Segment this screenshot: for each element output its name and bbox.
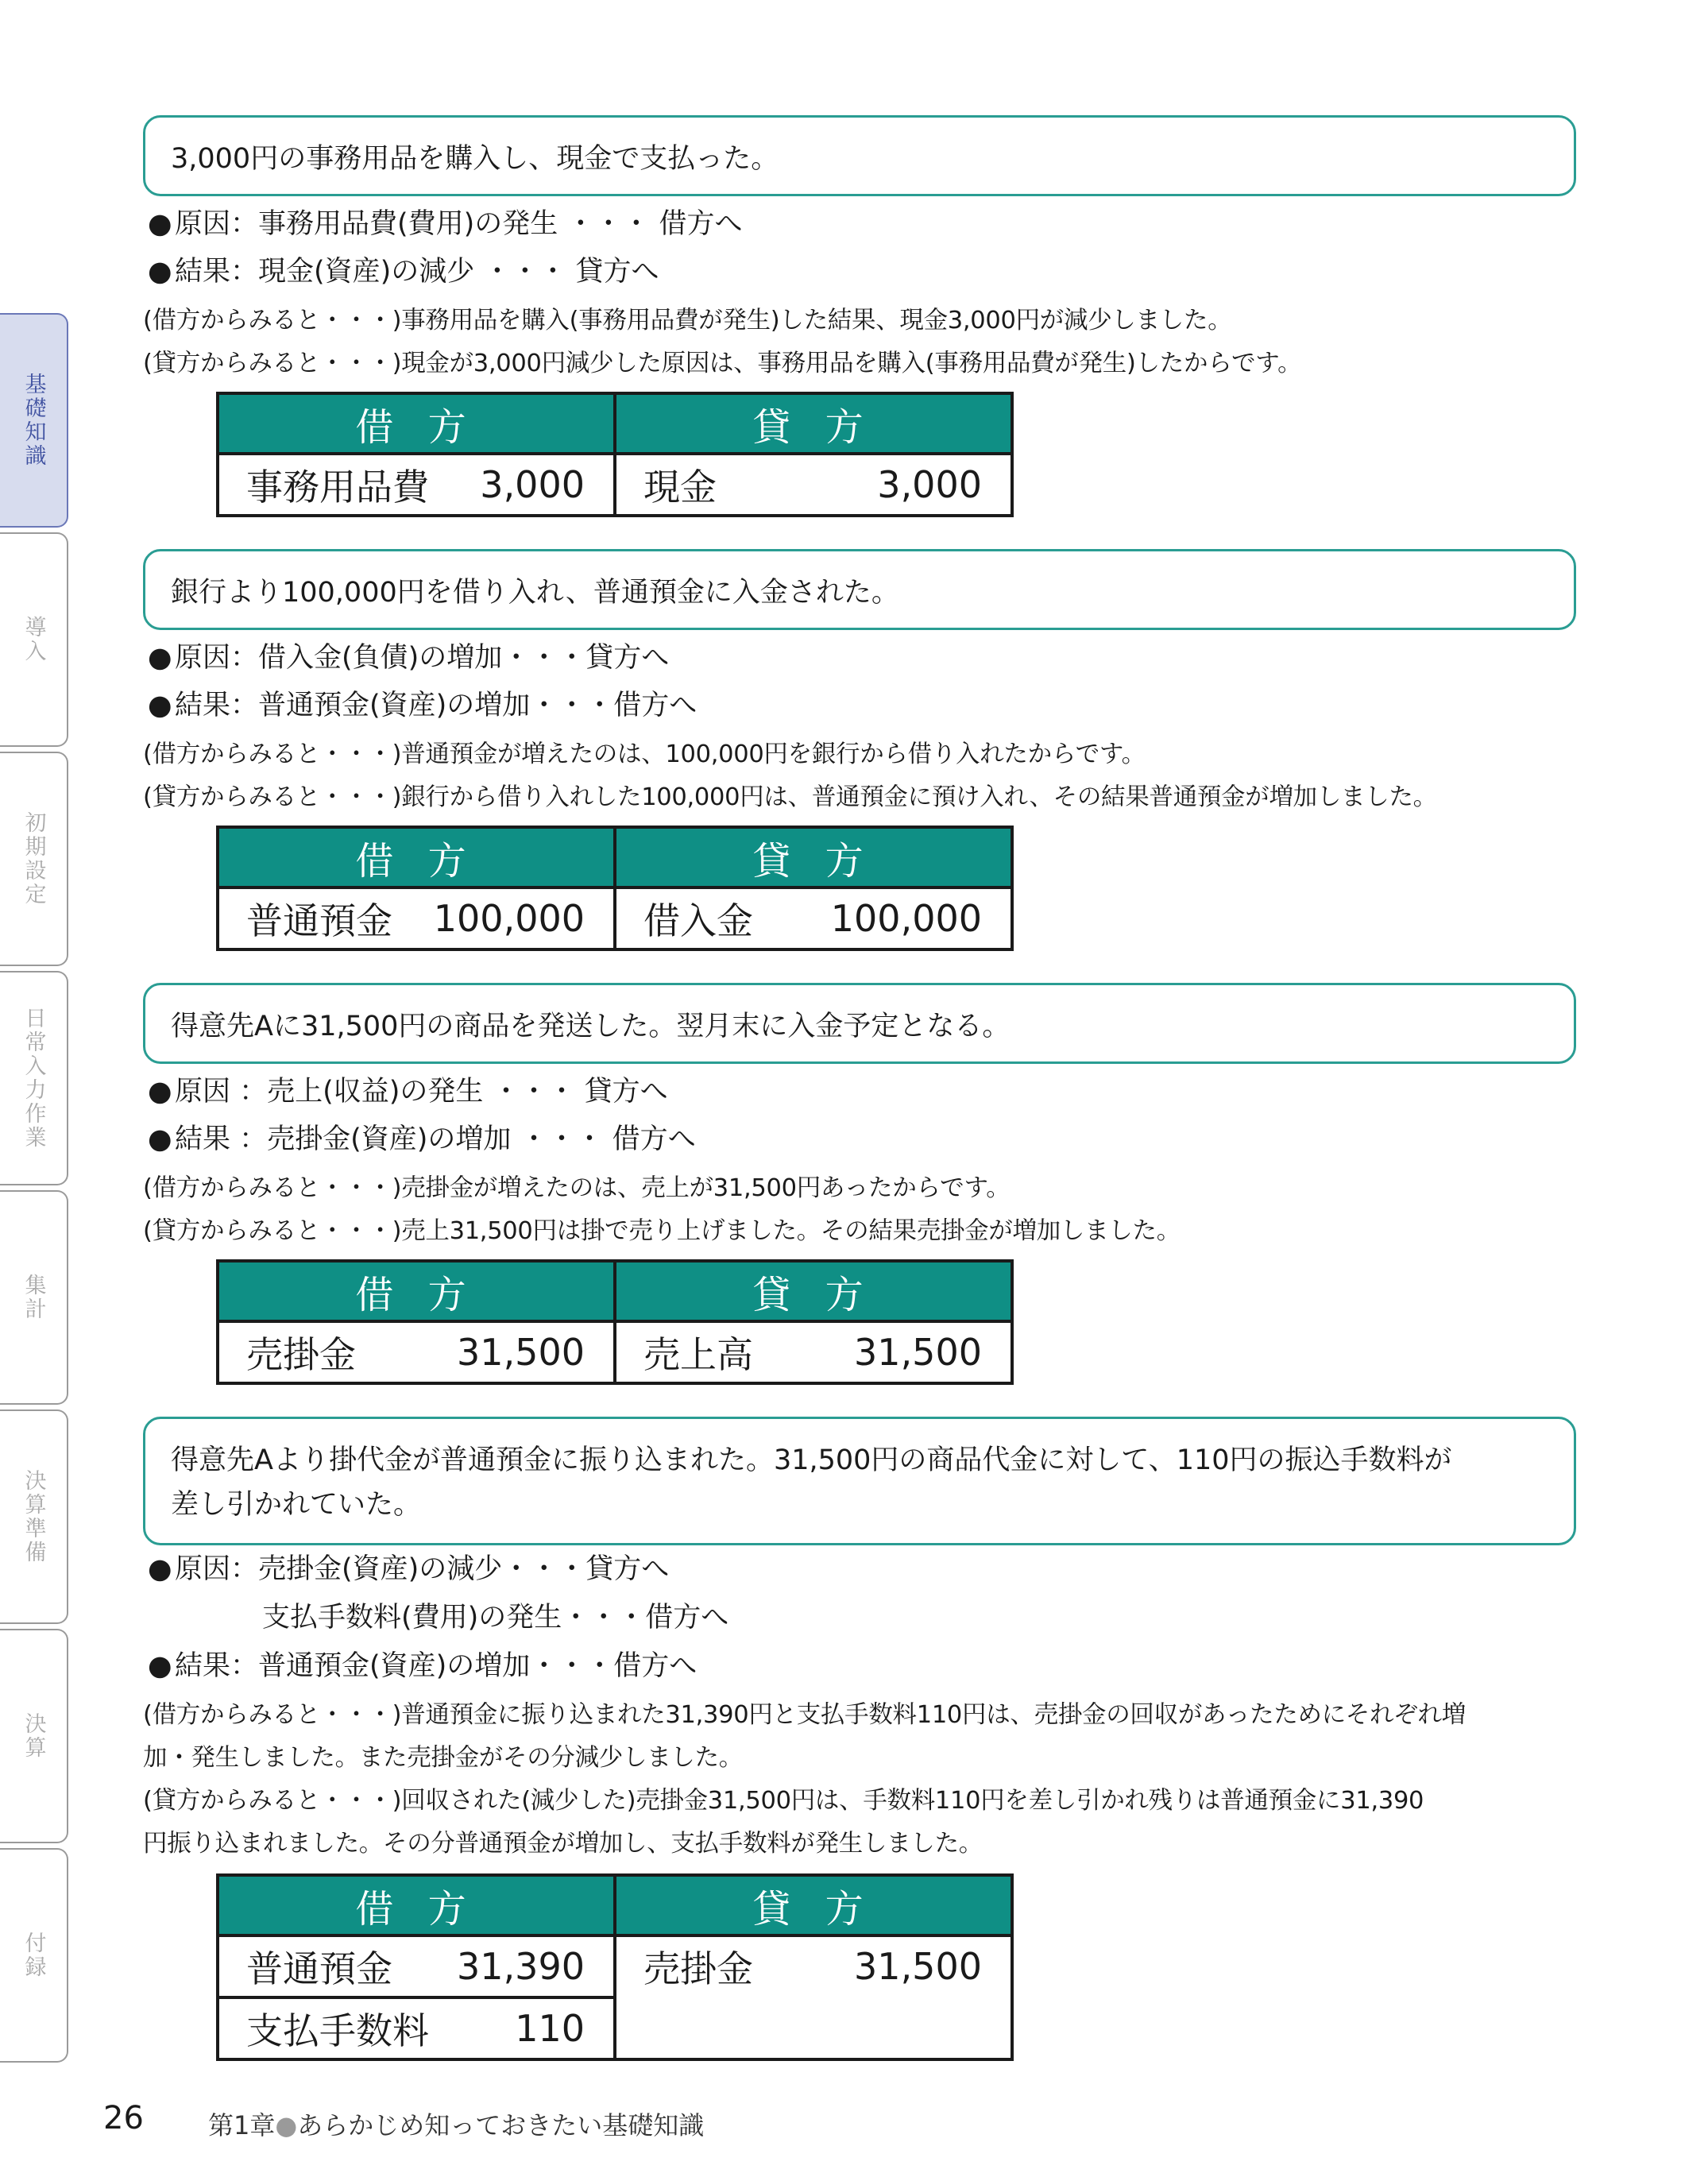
bullet-icon: ● [148,256,172,288]
account-name: 売掛金 [643,1947,753,1990]
journal-header-row [219,1877,1011,1937]
debit-header: 借 方 [355,1886,477,1931]
bullet-icon: ● [148,1650,172,1682]
amount: 100,000 [433,897,585,940]
explanation-line: (貸方からみると・・・)売上31,500円は掛で売り上げました。その結果売掛金が増加しました。 [143,1217,1181,1245]
bullet-icon: ● [148,642,172,674]
side-tab-appendix[interactable] [0,1848,68,2063]
chapter-dot-icon: ● [275,2110,298,2140]
bullet-icon: ● [148,1123,172,1155]
amount: 100,000 [830,897,982,940]
side-tab-closing-prep[interactable] [0,1409,68,1624]
side-tab-label: 決算 [21,1712,46,1760]
result-text: 結果 ：売掛金(資産)の増加 ・・・ 借方へ [175,1123,696,1155]
credit-column [613,889,1011,948]
credit-header: 貸 方 [613,395,1011,452]
scenario-box [143,549,1576,630]
debit-column [219,455,613,514]
debit-header: 借 方 [355,404,477,450]
explanation-line: 円振り込まれました。その分普通預金が増加し、支払手数料が発生しました。 [143,1830,983,1858]
journal-header-row [219,395,1011,455]
credit-entry [616,455,1011,514]
result-text: 結果：現金(資産)の減少 ・・・ 貸方へ [175,256,659,288]
amount: 3,000 [877,463,982,506]
result-text: 結果：普通預金(資産)の増加・・・借方へ [175,1650,697,1682]
side-tab-label: 初期設定 [21,811,46,907]
account-name: 借入金 [643,899,753,942]
explanation-line: (借方からみると・・・)普通預金に振り込まれた31,390円と支払手数料110円は、売掛金の回収があったためにそれぞれ増 [143,1701,1466,1729]
cause-text: 原因：売掛金(資産)の減少・・・貸方へ [175,1553,670,1585]
side-tab-closing[interactable] [0,1629,68,1843]
bullet-icon: ● [148,1553,172,1585]
scenario-text: 得意先Aに31,500円の商品を発送した。翌月末に入金予定となる。 [171,1011,1011,1042]
scenario-box [143,1417,1576,1545]
amount: 31,500 [457,1331,585,1374]
side-tab-daily-entry[interactable] [0,971,68,1185]
account-name: 普通預金 [246,899,392,942]
credit-column [613,455,1011,514]
side-tab-basics[interactable] [0,313,68,528]
explanation-line: (借方からみると・・・)事務用品を購入(事務用品費が発生)した結果、現金3,000円が減少しました。 [143,307,1232,334]
explanation-line: (貸方からみると・・・)回収された(減少した)売掛金31,500円は、手数料110円を差し引かれ残りは普通預金に31,390 [143,1787,1424,1815]
debit-header: 借 方 [355,1272,477,1317]
amount: 31,500 [854,1945,982,1988]
side-tab-label: 決算準備 [21,1469,46,1564]
side-tab-setup[interactable] [0,752,68,966]
page-number: 26 [103,2100,144,2136]
chapter-title: あらかじめ知っておきたい基礎知識 [297,2110,705,2140]
journal-table [216,392,1014,517]
journal-table [216,1259,1014,1385]
side-tab-label: 基礎知識 [21,373,46,468]
journal-header-row [219,1263,1011,1323]
cause-line [148,202,743,242]
amount: 3,000 [480,463,585,506]
cause-text: 原因 ：売上(収益)の発生 ・・・ 貸方へ [175,1076,668,1108]
scenario-box [143,983,1576,1064]
side-tab-intro[interactable] [0,532,68,747]
side-tab-label: 集計 [21,1274,46,1321]
journal-header-row [219,829,1011,889]
credit-entry [616,1937,1011,1996]
scenario-text: 3,000円の事務用品を購入し、現金で支払った。 [171,143,779,175]
explanation-line: (貸方からみると・・・)現金が3,000円減少した原因は、事務用品を購入(事務用品費が発生)したからです。 [143,350,1302,377]
debit-column [219,1323,613,1382]
scenario-text: 差し引かれていた。 [171,1489,422,1521]
chapter-footer [208,2105,704,2142]
amount: 110 [515,2007,585,2050]
credit-header: 貸 方 [613,829,1011,886]
result-line [148,249,659,289]
result-line [148,683,697,723]
scenario-box [143,115,1576,196]
account-name: 売掛金 [246,1333,356,1376]
amount: 31,390 [457,1945,585,1988]
cause-line [148,1547,669,1587]
debit-entry [219,1937,613,1996]
debit-column [219,889,613,948]
account-name: 売上高 [643,1333,753,1376]
amount: 31,500 [854,1331,982,1374]
account-name: 事務用品費 [246,466,429,508]
credit-header: 貸 方 [613,1877,1011,1934]
cause-line-2: 支払手数料(費用)の発生・・・借方へ [262,1602,729,1634]
cause-text: 原因：事務用品費(費用)の発生 ・・・ 借方へ [175,208,743,240]
scenario-text: 銀行より100,000円を借り入れ、普通預金に入金された。 [171,577,899,609]
cause-line [148,1069,668,1109]
side-tab-label: 導入 [21,616,46,663]
debit-entry [219,455,613,514]
chapter-label: 第1章 [208,2110,276,2140]
debit-column [219,1937,613,2058]
side-tab-label: 付録 [21,1931,46,1979]
credit-column [613,1323,1011,1382]
cause-line [148,636,669,675]
result-line [148,1644,697,1684]
explanation-line: 加・発生しました。また売掛金がその分減少しました。 [143,1744,743,1772]
bullet-icon: ● [148,1076,172,1108]
journal-table [216,826,1014,951]
side-tab-totals[interactable] [0,1190,68,1405]
explanation-line: (貸方からみると・・・)銀行から借り入れした100,000円は、普通預金に預け入れ、その結果普通預金が増加しました。 [143,783,1437,811]
debit-entry [219,889,613,948]
explanation-line: (借方からみると・・・)売掛金が増えたのは、売上が31,500円あったからです。 [143,1174,1011,1202]
credit-entry [616,889,1011,948]
credit-entry [616,1323,1011,1382]
account-name: 普通預金 [246,1947,392,1990]
explanation-line: (借方からみると・・・)普通預金が増えたのは、100,000円を銀行から借り入れたからです。 [143,740,1146,768]
credit-column [613,1937,1011,2058]
account-name: 現金 [643,466,717,508]
bullet-icon: ● [148,208,172,240]
credit-header: 貸 方 [613,1263,1011,1320]
journal-table [216,1873,1014,2061]
bullet-icon: ● [148,690,172,721]
debit-entry [219,1323,613,1382]
result-text: 結果：普通預金(資産)の増加・・・借方へ [175,690,697,721]
result-line [148,1117,696,1157]
debit-header: 借 方 [355,838,477,884]
account-name: 支払手数料 [246,2009,429,2052]
debit-entry [219,1996,613,2058]
cause-text: 原因：借入金(負債)の増加・・・貸方へ [175,642,670,674]
side-tab-label: 日常入力作業 [21,1007,46,1150]
scenario-text: 得意先Aより掛代金が普通預金に振り込まれた。31,500円の商品代金に対して、110円の振込手数料が [171,1444,1452,1476]
